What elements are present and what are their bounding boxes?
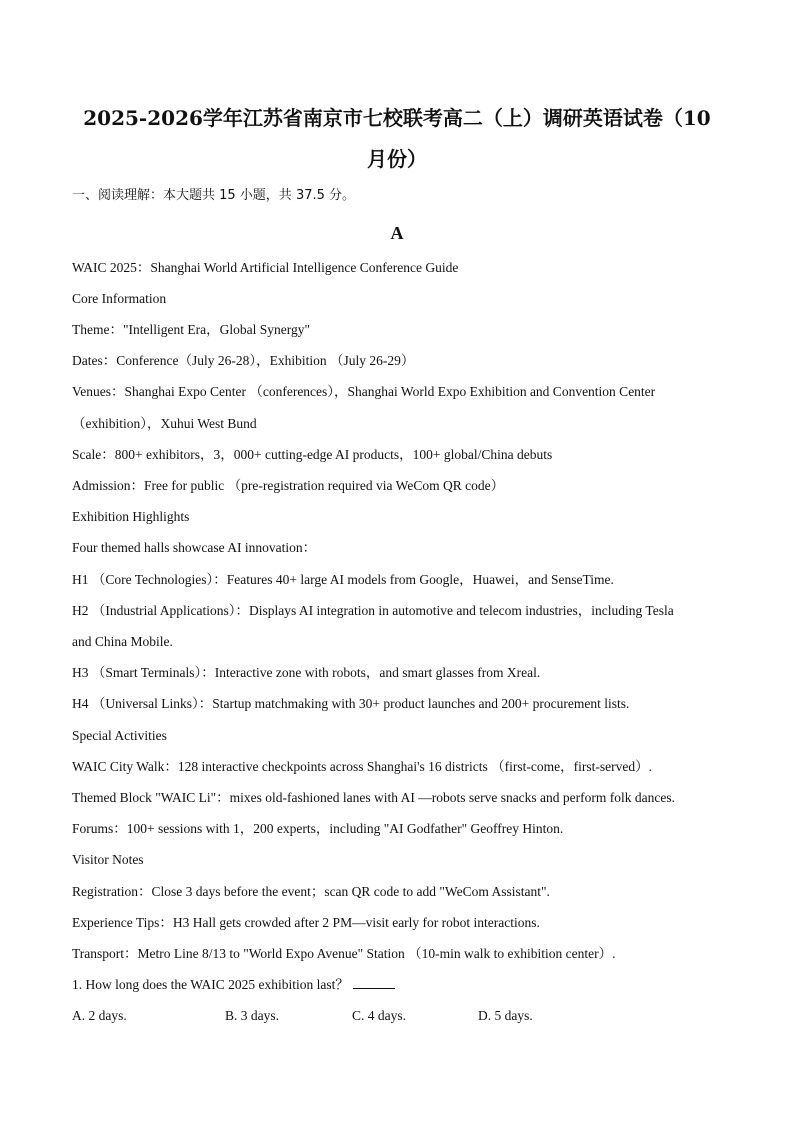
passage-line: H4 （Universal Links）：Startup matchmaking with 30+ product launches and 200+ procurement lists. xyxy=(72,696,630,711)
option-a: A. 2 days. xyxy=(72,1008,127,1023)
passage-line: Four themed halls showcase AI innovation： xyxy=(72,540,317,555)
passage-line: H1 （Core Technologies）：Features 40+ large AI models from Google，Huawei，and SenseTime. xyxy=(72,572,614,587)
passage-line: （exhibition），Xuhui West Bund xyxy=(72,416,257,431)
passage-line: Special Activities xyxy=(72,728,167,743)
question-stem xyxy=(72,976,395,994)
passage-line: WAIC 2025：Shanghai World Artificial Intelligence Conference Guide xyxy=(72,260,459,275)
passage-line: and China Mobile. xyxy=(72,634,173,649)
option-c: C. 4 days. xyxy=(352,1008,406,1023)
option-b: B. 3 days. xyxy=(225,1008,279,1023)
passage-line: WAIC City Walk：128 interactive checkpoints across Shanghai's 16 districts （first-come，first-served）. xyxy=(72,759,652,774)
passage-line: Visitor Notes xyxy=(72,852,144,867)
passage-line: Scale：800+ exhibitors，3，000+ cutting-edge AI products，100+ global/China debuts xyxy=(72,447,553,462)
option-d: D. 5 days. xyxy=(478,1008,533,1023)
passage-line: H2 （Industrial Applications）：Displays AI integration in automotive and telecom industries，including Tesla xyxy=(72,603,674,618)
passage-line: H3 （Smart Terminals）：Interactive zone with robots，and smart glasses from Xreal. xyxy=(72,665,541,680)
answer-blank xyxy=(353,976,395,989)
question-text: 1. How long does the WAIC 2025 exhibition last？ xyxy=(72,977,349,992)
passage-line: Venues：Shanghai Expo Center （conferences），Shanghai World Expo Exhibition and Convention Center xyxy=(72,384,656,399)
exam-title-line-2: 月份） xyxy=(367,147,427,171)
passage-line: Transport：Metro Line 8/13 to "World Expo Avenue" Station （10-min walk to exhibition center）. xyxy=(72,946,616,961)
passage-line: Experience Tips：H3 Hall gets crowded after 2 PM—visit early for robot interactions. xyxy=(72,915,540,930)
passage-line: Core Information xyxy=(72,291,167,306)
passage-line: Dates：Conference（July 26-28），Exhibition （July 26-29） xyxy=(72,353,415,368)
section-heading: 一、阅读理解：本大题共 15 小题，共 37.5 分。 xyxy=(72,188,356,203)
exam-title-line-1: 2025-2026学年江苏省南京市七校联考高二（上）调研英语试卷（10 xyxy=(83,106,711,130)
passage-line: Exhibition Highlights xyxy=(72,509,190,524)
passage-line: Forums：100+ sessions with 1，200 experts，including "AI Godfather" Geoffrey Hinton. xyxy=(72,821,564,836)
passage-line: Registration：Close 3 days before the event；scan QR code to add "WeCom Assistant". xyxy=(72,884,550,899)
passage-line: Theme："Intelligent Era，Global Synergy" xyxy=(72,322,310,337)
passage-line: Admission：Free for public （pre-registration required via WeCom QR code） xyxy=(72,478,505,493)
passage-line: Themed Block "WAIC Li"：mixes old-fashioned lanes with AI —robots serve snacks and perform folk dances. xyxy=(72,790,676,805)
passage-letter: A xyxy=(390,223,404,243)
